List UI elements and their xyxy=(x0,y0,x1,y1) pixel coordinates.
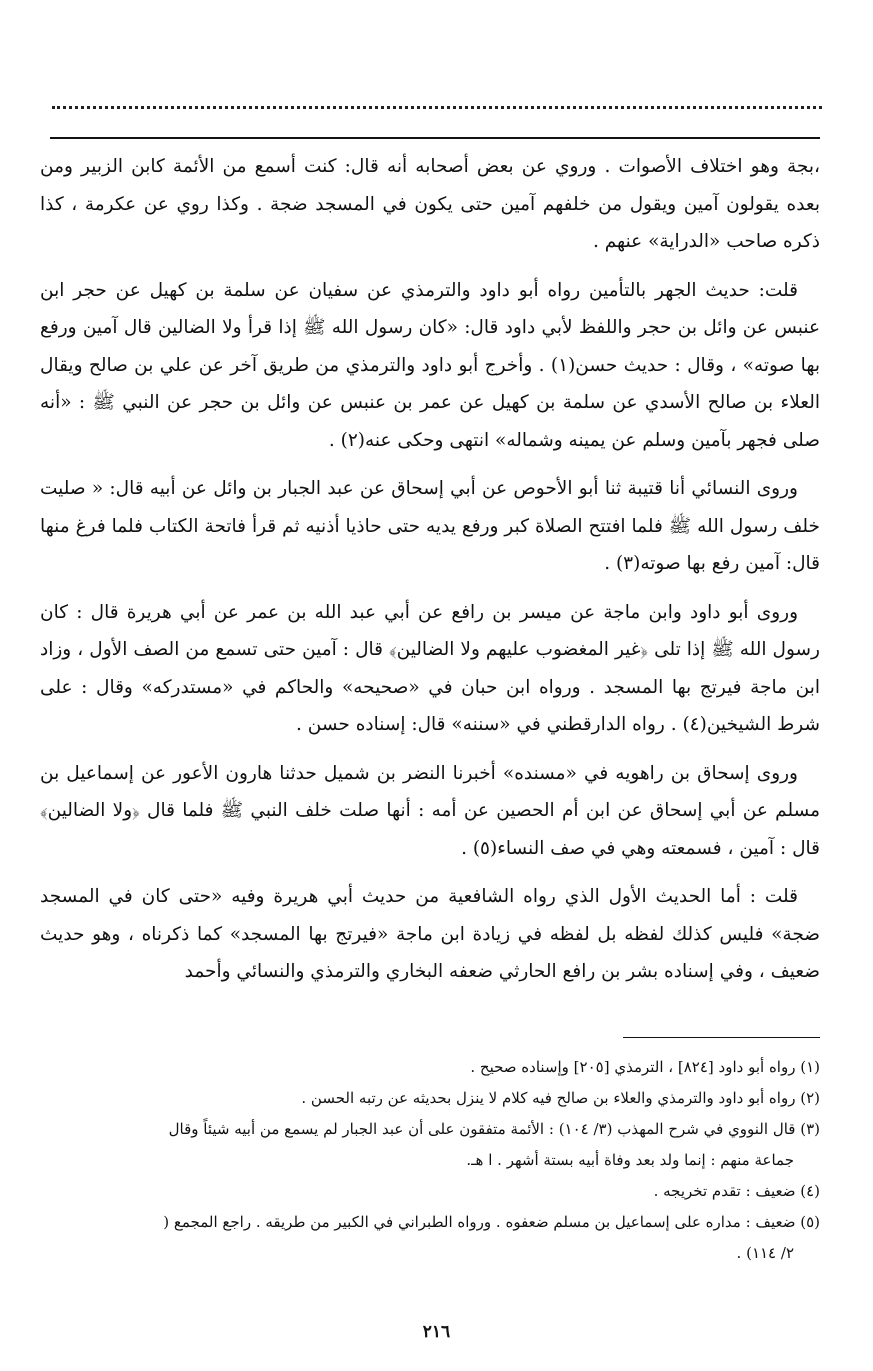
footnotes xyxy=(42,1052,820,1269)
footnote-separator xyxy=(623,1037,820,1038)
page-number: ٢١٦ xyxy=(422,1322,451,1342)
footnote: (٣) قال النووي في شرح المهذب (٣/ ١٠٤) : الأئمة متفقون على أن عبد الجبار لم يسمع من أبيه شيئاً وقال xyxy=(168,1120,820,1138)
main-text xyxy=(40,148,820,1002)
paragraph: وروى إسحاق بن راهويه في «مسنده» أخبرنا النضر بن شميل حدثنا هارون الأعور عن إسماعيل بن مسلم عن أبي إسحاق عن ابن أم الحصين عن أمه : أنها صلت خلف النبي ﷺ فلما قال ﴿ولا الضالين﴾ قال : آمين ، فسمعته وهي في صف النساء(٥) . xyxy=(40,762,820,859)
footnote: (٥) ضعيف : مداره على إسماعيل بن مسلم ضعفوه . ورواه الطبراني في الكبير من طريقه . راجع المجمع ( xyxy=(163,1213,820,1231)
header-dotted-line xyxy=(52,92,822,109)
footnote: (١) رواه أبو داود [٨٢٤] ، الترمذي [٢٠٥] وإسناده صحيح . xyxy=(470,1058,820,1076)
header-rule xyxy=(50,137,820,139)
paragraph: وروى النسائي أنا قتيبة ثنا أبو الأحوص عن أبي إسحاق عن عبد الجبار بن وائل عن أبيه قال: « صليت خلف رسول الله ﷺ فلما افتتح الصلاة كبر ورفع يديه حتى حاذيا أذنيه ثم قرأ فاتحة الكتاب فلما فرغ منها قال: آمين رفع بها صوته(٣) . xyxy=(40,478,820,574)
paragraph: وروى أبو داود وابن ماجة عن ميسر بن رافع عن أبي عبد الله بن عمر عن أبي هريرة قال : كان رسول الله ﷺ إذا تلى ﴿غير المغضوب عليهم ولا الضالين﴾ قال : آمين حتى تسمع من الصف الأول ، وزاد ابن ماجة فيرتج بها المسجد . ورواه ابن حبان في «صحيحه» والحاكم في «مستدركه» وقال : على شرط الشيخين(٤) . رواه الدارقطني في «سننه» قال: إسناده حسن . xyxy=(40,601,820,735)
paragraph: قلت: حديث الجهر بالتأمين رواه أبو داود والترمذي عن سفيان عن سلمة بن كهيل عن حجر ابن عنبس عن وائل بن حجر واللفظ لأبي داود قال: «كان رسول الله ﷺ إذا قرأ ولا الضالين قال آمين ورفع بها صوته» ، وقال : حديث حسن(١) . وأخرج أبو داود والترمذي من طريق آخر عن علي بن صالح ويقال العلاء بن صالح الأسدي عن سلمة بن كهيل عن عمر بن عنبس عن وائل بن حجر عن النبي ﷺ : «أنه صلى فجهر بآمين وسلم عن يمينه وشماله» انتهى وحكى عنه(٢) . xyxy=(40,279,820,451)
footnote: (٤) ضعيف : تقدم تخريجه . xyxy=(653,1182,820,1200)
footnote-continuation: ٢/ ١١٤) . xyxy=(736,1244,794,1262)
footnote-continuation: جماعة منهم : إنما ولد بعد وفاة أبيه بستة أشهر . ا هـ. xyxy=(466,1151,794,1169)
paragraph: ،بجة وهو اختلاف الأصوات . وروي عن بعض أصحابه أنه قال: كنت أسمع من الأئمة كابن الزبير ومن بعده يقولون آمين ويقول من خلفهم آمين حتى يكون في المسجد ضجة . وكذا روي عن عكرمة ، كذا ذكره صاحب «الدراية» عنهم . xyxy=(40,156,820,252)
footnote: (٢) رواه أبو داود والترمذي والعلاء بن صالح فيه كلام لا ينزل بحديثه عن رتبه الحسن . xyxy=(301,1089,820,1107)
paragraph: قلت : أما الحديث الأول الذي رواه الشافعية من حديث أبي هريرة وفيه «حتى كان في المسجد ضجة» فليس كذلك لفظه بل لفظه في زيادة ابن ماجة «فيرتج بها المسجد» كما ذكرناه ، وهو حديث ضعيف ، وفي إسناده بشر بن رافع الحارثي ضعفه البخاري والترمذي والنسائي وأحمد xyxy=(40,886,820,982)
